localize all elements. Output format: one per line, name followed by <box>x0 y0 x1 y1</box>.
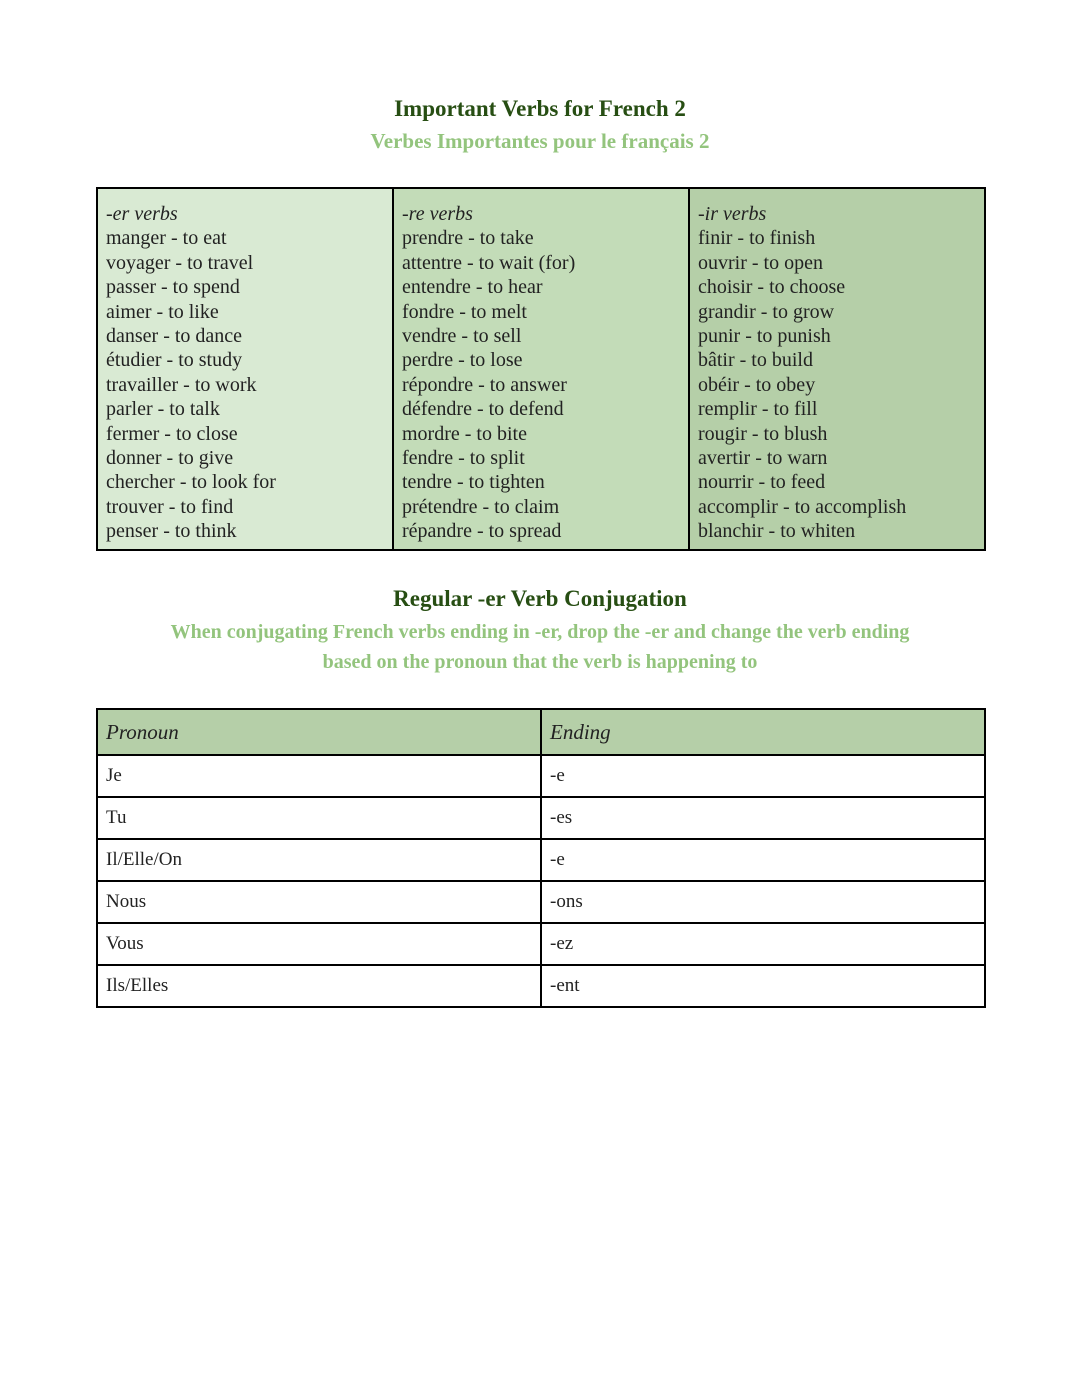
verb-item: donner - to give <box>106 447 234 470</box>
verb-item: prétendre - to claim <box>402 495 560 518</box>
description-line: based on the pronoun that the verb is happening to <box>322 651 758 673</box>
verb-item: chercher - to look for <box>106 471 276 494</box>
verb-item: rougir - to blush <box>698 422 828 445</box>
column-heading: -er verbs <box>106 203 178 225</box>
verb-item: accomplir - to accomplish <box>698 495 907 518</box>
verb-item: trouver - to find <box>106 495 234 518</box>
ending-cell: -ez <box>541 923 985 965</box>
ending-cell: -es <box>541 797 985 839</box>
column-heading: -ir verbs <box>698 203 767 225</box>
verb-item: étudier - to study <box>106 349 243 372</box>
description-line: When conjugating French verbs ending in -er, drop the -er and change the verb ending <box>170 621 910 643</box>
ir-verbs-column <box>689 188 985 550</box>
verb-item: perdre - to lose <box>402 349 523 372</box>
conjugation-title: Regular -er Verb Conjugation <box>393 586 687 611</box>
pronoun-cell: Tu <box>97 797 541 839</box>
verb-item: obéir - to obey <box>698 373 816 396</box>
verb-item: grandir - to grow <box>698 300 835 323</box>
verb-item: vendre - to sell <box>402 325 522 348</box>
verb-item: avertir - to warn <box>698 447 828 470</box>
verb-item: fendre - to split <box>402 447 525 470</box>
verb-item: défendre - to defend <box>402 398 564 421</box>
verb-item: attentre - to wait (for) <box>402 251 576 274</box>
page-subtitle: Verbes Importantes pour le français 2 <box>370 129 710 153</box>
verb-item: entendre - to hear <box>402 276 543 299</box>
verb-item: passer - to spend <box>106 276 240 299</box>
re-verbs-column <box>393 188 689 550</box>
verb-item: nourrir - to feed <box>698 471 826 494</box>
verb-item: penser - to think <box>106 520 237 543</box>
table-row <box>97 839 985 881</box>
verb-item: fondre - to melt <box>402 300 527 323</box>
verb-item: manger - to eat <box>106 227 227 250</box>
pronoun-cell: Il/Elle/On <box>97 839 541 881</box>
verb-item: parler - to talk <box>106 398 220 421</box>
conjugation-description <box>100 617 980 677</box>
verb-item: répondre - to answer <box>402 373 567 396</box>
table-row <box>97 797 985 839</box>
er-verbs-column <box>97 188 393 550</box>
verb-item: finir - to finish <box>698 227 816 250</box>
verb-item: bâtir - to build <box>698 349 813 372</box>
table-header-row <box>97 709 985 755</box>
verb-item: fermer - to close <box>106 422 238 445</box>
table-row <box>97 965 985 1007</box>
verb-item: danser - to dance <box>106 325 243 348</box>
verb-item: punir - to punish <box>698 325 831 348</box>
table-row <box>97 755 985 797</box>
verb-table <box>96 187 986 551</box>
verb-item: ouvrir - to open <box>698 251 823 274</box>
pronoun-cell: Nous <box>97 881 541 923</box>
verb-item: aimer - to like <box>106 300 219 323</box>
ending-cell: -e <box>541 839 985 881</box>
page-title: Important Verbs for French 2 <box>394 96 686 121</box>
column-heading: -re verbs <box>402 203 473 225</box>
pronoun-cell: Vous <box>97 923 541 965</box>
ending-cell: -e <box>541 755 985 797</box>
verb-item: voyager - to travel <box>106 251 254 274</box>
verb-item: remplir - to fill <box>698 398 818 421</box>
verb-item: répandre - to spread <box>402 520 562 543</box>
table-row <box>97 881 985 923</box>
pronoun-header: Pronoun <box>97 709 541 755</box>
verb-item: blanchir - to whiten <box>698 520 856 543</box>
ending-cell: -ent <box>541 965 985 1007</box>
verb-item: prendre - to take <box>402 227 534 250</box>
verb-item: mordre - to bite <box>402 422 527 445</box>
pronoun-cell: Ils/Elles <box>97 965 541 1007</box>
conjugation-table <box>96 708 986 1008</box>
ending-header: Ending <box>541 709 985 755</box>
verb-item: choisir - to choose <box>698 276 846 299</box>
table-row <box>97 923 985 965</box>
pronoun-cell: Je <box>97 755 541 797</box>
verb-item: travailler - to work <box>106 373 257 396</box>
ending-cell: -ons <box>541 881 985 923</box>
verb-item: tendre - to tighten <box>402 471 545 494</box>
